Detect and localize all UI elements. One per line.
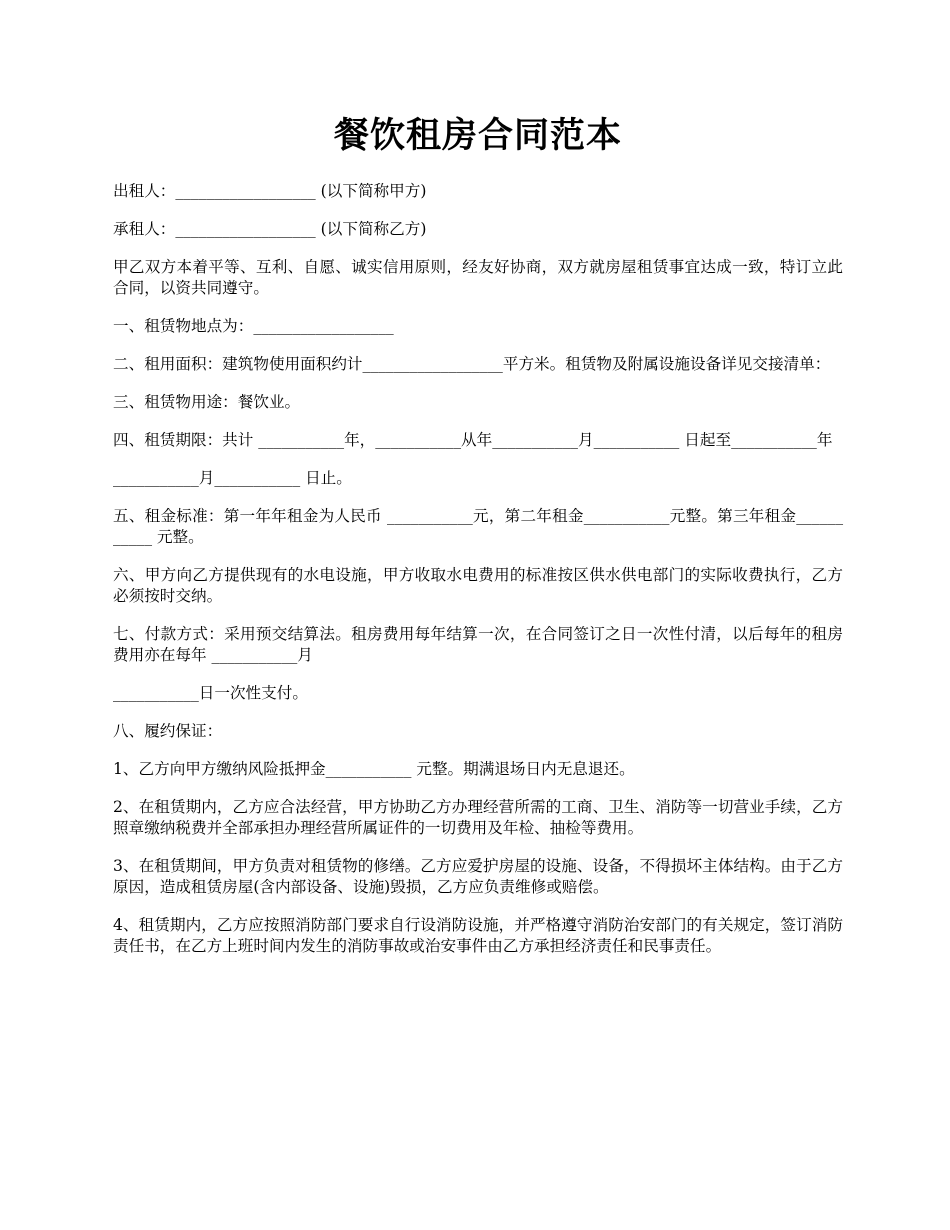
clause-payment-day: ___________日一次性支付。: [113, 684, 308, 702]
clause-rent: 五、租金标准：第一年年租金为人民币 ___________元，第二年租金___________元整。第三年租金___________ 元整。: [113, 507, 843, 546]
guarantee-item-3: 3、在租赁期间，甲方负责对租赁物的修缮。乙方应爱护房屋的设施、设备，不得损坏主体结构。由于乙方原因，造成租赁房屋(含内部设备、设施)毁损，乙方应负责维修或赔偿。: [113, 857, 843, 896]
clause-term: 四、租赁期限：共计 ___________年，___________从年___________月___________ 日起至___________年: [113, 431, 833, 449]
document-page: [113, 112, 843, 974]
clause-area: 二、租用面积：建筑物使用面积约计__________________平方米。租赁物及附属设施设备详见交接清单：: [113, 355, 831, 373]
guarantee-item-4: 4、租赁期内，乙方应按照消防部门要求自行设消防设施，并严格遵守消防治安部门的有关规定，签订消防责任书，在乙方上班时间内发生的消防事故或治安事件由乙方承担经济责任和民事责任。: [113, 916, 843, 955]
document-title: 餐饮租房合同范本: [333, 115, 622, 156]
clause-payment: 七、付款方式：采用预交结算法。租房费用每年结算一次，在合同签订之日一次性付清，以后每年的租房费用亦在每年 ___________月: [113, 625, 843, 664]
preamble-paragraph: 甲乙双方本着平等、互利、自愿、诚实信用原则，经友好协商，双方就房屋租赁事宜达成一致，特订立此合同，以资共同遵守。: [113, 258, 843, 297]
lessor-line: 出租人：__________________ (以下简称甲方): [113, 182, 427, 200]
clause-guarantee-heading: 八、履约保证：: [113, 722, 223, 740]
clause-term-end: ___________月___________ 日止。: [113, 469, 352, 487]
clause-usage: 三、租赁物用途：餐饮业。: [113, 393, 301, 411]
clause-location: 一、租赁物地点为：__________________: [113, 317, 394, 335]
clause-utilities: 六、甲方向乙方提供现有的水电设施，甲方收取水电费用的标准按区供水供电部门的实际收费执行，乙方必须按时交纳。: [113, 566, 843, 605]
guarantee-item-1: 1、乙方向甲方缴纳风险抵押金___________ 元整。期满退场日内无息退还。: [113, 760, 635, 778]
lessee-line: 承租人：__________________ (以下简称乙方): [113, 220, 427, 238]
guarantee-item-2: 2、在租赁期内，乙方应合法经营，甲方协助乙方办理经营所需的工商、卫生、消防等一切营业手续，乙方照章缴纳税费并全部承担办理经营所属证件的一切费用及年检、抽检等费用。: [113, 798, 843, 837]
